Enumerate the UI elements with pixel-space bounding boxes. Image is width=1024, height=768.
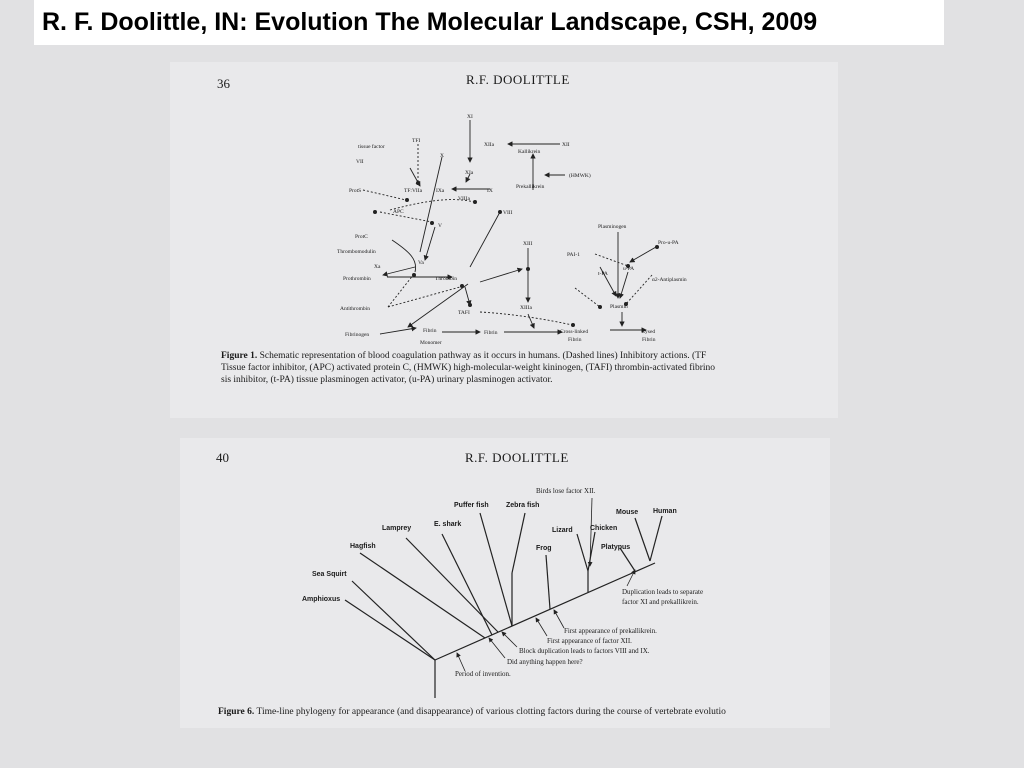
arrow-thrombin-fibrin <box>408 284 468 327</box>
lbl-lysed-2: Fibrin <box>642 337 656 343</box>
note-did-anything: Did anything happen here? <box>507 658 583 666</box>
inhib-pai1 <box>595 254 628 266</box>
branch-platypus <box>620 548 635 571</box>
lbl-protc: ProtC <box>355 234 368 240</box>
inhib-tpa <box>575 288 600 307</box>
branch-sea-squirt <box>352 581 435 660</box>
lbl-thrombomodulin: Thrombomodulin <box>337 249 376 255</box>
lbl-kallikrein: Kallikrein <box>518 149 541 155</box>
note-duplication-1: Duplication leads to separate <box>622 588 704 596</box>
lbl-xi: XI <box>467 114 473 120</box>
lbl-prots: ProtS <box>349 188 362 194</box>
note-first-prekallikrein: First appearance of prekallikrein. <box>564 627 657 635</box>
taxon-frog: Frog <box>536 545 552 552</box>
fig1-running-head: R.F. DOOLITTLE <box>466 72 570 87</box>
lbl-viii: VIII <box>503 210 513 216</box>
lbl-fibrin-monomer-2: Monomer <box>420 340 442 346</box>
arrow-duplication <box>627 570 635 586</box>
lbl-fibrin-monomer-1: Fibrin <box>423 328 437 334</box>
lbl-xiiia: XIIIa <box>520 305 532 311</box>
fig1-caption-label: Figure 1. <box>221 351 258 361</box>
lbl-tafi: TAFI <box>458 310 470 316</box>
note-block-dup: Block duplication leads to factors VIII and IX. <box>519 647 650 655</box>
arrow-period-invention <box>457 653 465 671</box>
tree-backbone <box>435 563 655 660</box>
clotting-phylogeny-tree <box>180 438 830 728</box>
arrow-x-xa <box>383 267 415 275</box>
inhib-antithrombin-xa <box>388 274 414 307</box>
fig6-caption-text: Time-line phylogeny for appearance (and disappearance) of various clotting factors during the course of vertebrate evolutio <box>256 707 726 717</box>
arrow-first-xii <box>536 618 547 636</box>
lbl-tissue-factor: tissue factor <box>358 144 385 150</box>
taxon-puffer-fish: Puffer fish <box>454 502 489 509</box>
inhib-tafi <box>480 312 572 325</box>
fig6-caption-label: Figure 6. <box>218 707 255 717</box>
lbl-ix: IX <box>487 188 493 194</box>
taxon-hagfish: Hagfish <box>350 543 376 550</box>
lbl-plasmin: Plasmin <box>610 304 628 310</box>
lbl-pro-u-pa: Pro-u-PA <box>658 240 679 246</box>
lbl-tfi: TFI <box>412 138 421 144</box>
note-first-xii: First appearance of factor XII. <box>547 637 632 645</box>
lbl-xia: XIa <box>465 170 474 176</box>
inhib-prots <box>363 190 406 200</box>
arrow-fibrinogen-monomer <box>380 328 416 334</box>
lbl-xiii: XIII <box>523 241 533 247</box>
note-period-invention: Period of invention. <box>455 670 511 678</box>
fig1-caption <box>221 350 836 386</box>
branch-hagfish <box>360 553 485 638</box>
lbl-cross-linked-2: Fibrin <box>568 337 582 343</box>
lbl-antiplasmin: α2-Antiplasmin <box>652 277 687 283</box>
branch-chicken <box>588 532 595 571</box>
lbl-x: X <box>440 153 444 159</box>
line-viii-thrombin <box>470 212 500 267</box>
taxon-zebra-fish: Zebra fish <box>506 502 540 509</box>
branch-mouse <box>635 518 650 561</box>
fig1-caption-line-3: sis inhibitor, (t-PA) tissue plasminogen activator, (u-PA) urinary plasminogen activator. <box>221 375 553 385</box>
figure6-scan <box>180 438 830 728</box>
lbl-antithrombin: Antithrombin <box>340 306 370 312</box>
lbl-prothrombin: Prothrombin <box>343 276 371 282</box>
figure1-scan <box>170 62 838 418</box>
taxon-human: Human <box>653 508 677 515</box>
arrow-xiiia-crosslink <box>528 314 534 328</box>
fig6-page-number: 40 <box>216 450 229 465</box>
line-thrombomodulin <box>392 240 416 272</box>
lbl-lysed-1: Lysed <box>642 329 656 335</box>
arrow-thrombin-tafi <box>465 287 470 305</box>
fig1-caption-line-2: Tissue factor inhibitor, (APC) activated protein C, (HMWK) high-molecular-weight kininogen, (TAFI) thrombin-activated fibrino <box>221 363 716 373</box>
arrow-thrombin-xiii <box>480 269 522 282</box>
lbl-vii: VII <box>356 159 364 165</box>
lbl-va: Va <box>418 260 424 266</box>
lbl-apc: APC <box>393 209 404 215</box>
lbl-xiia: XIIa <box>484 142 495 148</box>
lbl-v: V <box>438 223 442 229</box>
taxon-amphioxus: Amphioxus <box>302 596 341 603</box>
lbl-tf-viia: TF:VIIa <box>404 188 423 194</box>
lbl-hmwk: (HMWK) <box>569 173 591 179</box>
fig6-caption <box>218 706 818 718</box>
branch-zebra <box>512 513 525 573</box>
lbl-fibrin: Fibrin <box>484 330 498 336</box>
arrow-upa-plasmin <box>620 272 628 298</box>
taxon-mouse: Mouse <box>616 509 639 516</box>
lbl-plasminogen: Plasminogen <box>598 224 627 230</box>
lbl-prekallikrein: Prekallikrein <box>516 184 545 190</box>
fig1-page-number: 36 <box>217 76 230 91</box>
branch-puffer <box>480 513 512 626</box>
branch-human <box>650 516 662 561</box>
note-duplication-2: factor XI and prekallikrein. <box>622 598 699 606</box>
arrow-first-prekallikrein <box>554 610 564 628</box>
arrow-pro-upa <box>630 247 656 262</box>
lbl-pai-1: PAI-1 <box>567 252 580 258</box>
lbl-u-pa: u-PA <box>623 266 635 272</box>
taxon-lamprey: Lamprey <box>382 525 412 532</box>
arrow-block-dup <box>502 632 517 647</box>
fig6-running-head: R.F. DOOLITTLE <box>465 450 569 465</box>
taxon-e-shark: E. shark <box>434 521 462 528</box>
branch-lizard <box>577 534 588 571</box>
lbl-t-pa: t-PA <box>598 271 608 277</box>
taxon-lizard: Lizard <box>552 527 573 534</box>
taxon-chicken: Chicken <box>590 525 618 532</box>
slide-title: R. F. Doolittle, IN: Evolution The Molecular Landscape, CSH, 2009 <box>34 0 944 45</box>
branch-frog <box>546 555 550 609</box>
taxon-sea-squirt: Sea Squirt <box>312 571 347 578</box>
note-birds-lose: Birds lose factor XII. <box>536 487 596 495</box>
line-x-xa <box>420 157 442 252</box>
fig1-caption-line-1: Schematic representation of blood coagulation pathway as it occurs in humans. (Dashed lines) Inhibitory actions. (TF <box>259 351 707 361</box>
lbl-thrombin: Thrombin <box>435 276 457 282</box>
branch-amphioxus <box>345 600 435 660</box>
lbl-ixa: IXa <box>436 188 445 194</box>
inhib-apc-va <box>380 212 432 222</box>
taxon-platypus: Platypus <box>601 544 631 551</box>
lbl-fibrinogen: Fibrinogen <box>345 332 370 338</box>
arrow-did-anything <box>489 638 505 658</box>
lbl-xa: Xa <box>374 264 381 270</box>
arrow-v-va <box>425 227 435 260</box>
lbl-viiia: VIIIa <box>458 196 470 202</box>
branch-e-shark <box>442 534 492 635</box>
lbl-cross-linked-1: Cross-linked <box>560 329 589 335</box>
lbl-xii: XII <box>562 142 570 148</box>
coagulation-pathway-diagram <box>170 62 838 362</box>
inhib-antiplasmin <box>626 275 652 304</box>
